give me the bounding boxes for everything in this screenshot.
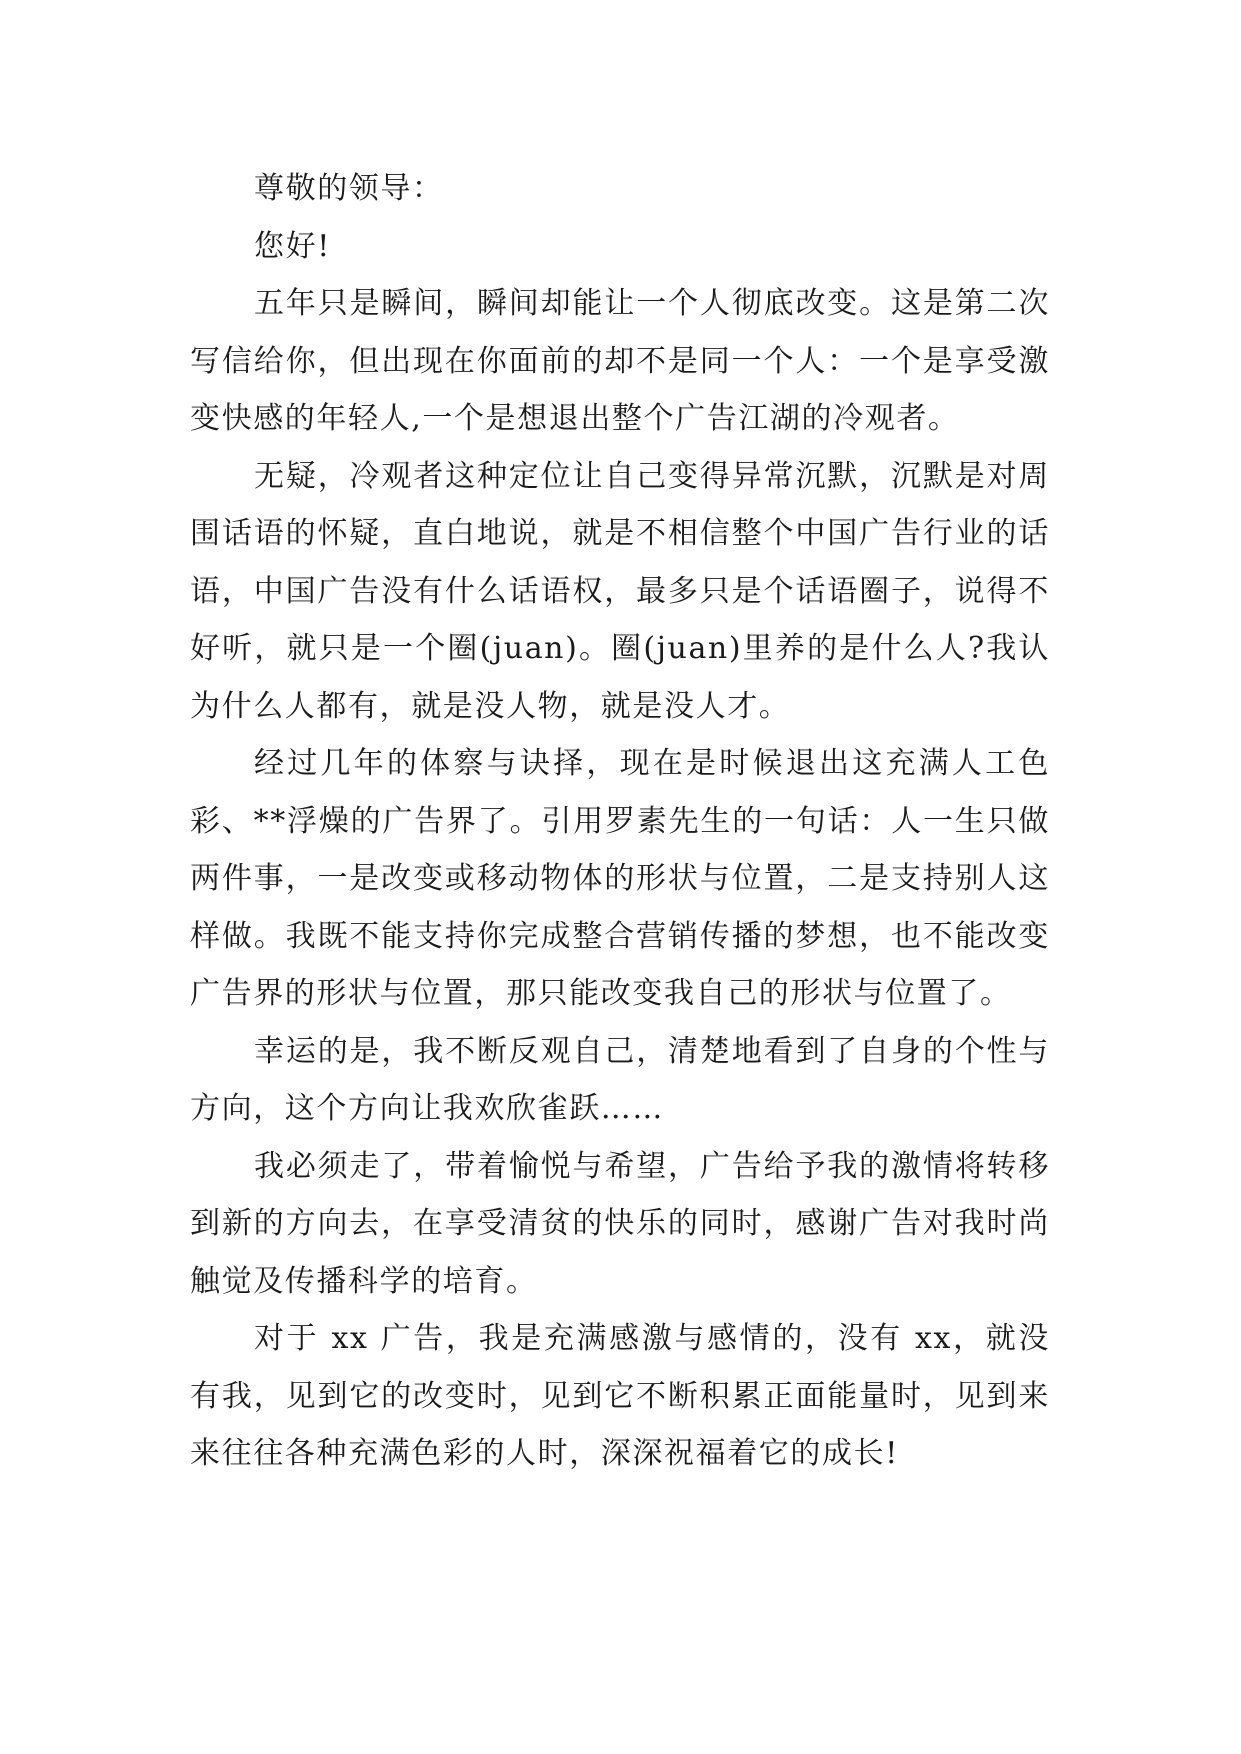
letter-body (190, 160, 1050, 1483)
paragraph: 幸运的是，我不断反观自己，清楚地看到了自身的个性与方向，这个方向让我欢欣雀跃…… (190, 1033, 1050, 1126)
paragraph: 对于 xx 广告，我是充满感激与感情的，没有 xx，就没有我，见到它的改变时，见到它不断积累正面能量时，见到来来往往各种充满色彩的人时，深深祝福着它的成长! (190, 1321, 1050, 1471)
paragraph: 无疑，冷观者这种定位让自己变得异常沉默，沉默是对周围话语的怀疑，直白地说，就是不相信整个中国广告行业的话语，中国广告没有什么话语权，最多只是个话语圈子，说得不好听，就只是一个圈(juan)。圈(juan)里养的是什么人?我认为什么人都有，就是没人物，就是没人才。 (190, 458, 1050, 724)
salutation: 尊敬的领导： (254, 171, 444, 206)
greeting: 您好! (254, 228, 331, 264)
paragraph: 我必须走了，带着愉悦与希望，广告给予我的激情将转移到新的方向去，在享受清贫的快乐的同时，感谢广告对我时尚触觉及传播科学的培育。 (190, 1148, 1050, 1299)
paragraph: 经过几年的体察与诀择，现在是时候退出这充满人工色彩、**浮燥的广告界了。引用罗素先生的一句话：人一生只做两件事，一是改变或移动物体的形状与位置，二是支持别人这样做。我既不能支持你完成整合营销传播的梦想，也不能改变广告界的形状与位置，那只能改变我自己的形状与位置了。 (190, 746, 1050, 1011)
paragraph: 五年只是瞬间，瞬间却能让一个人彻底改变。这是第二次写信给你，但出现在你面前的却不是同一个人：一个是享受激变快感的年轻人,一个是想退出整个广告江湖的冷观者。 (190, 286, 1050, 436)
